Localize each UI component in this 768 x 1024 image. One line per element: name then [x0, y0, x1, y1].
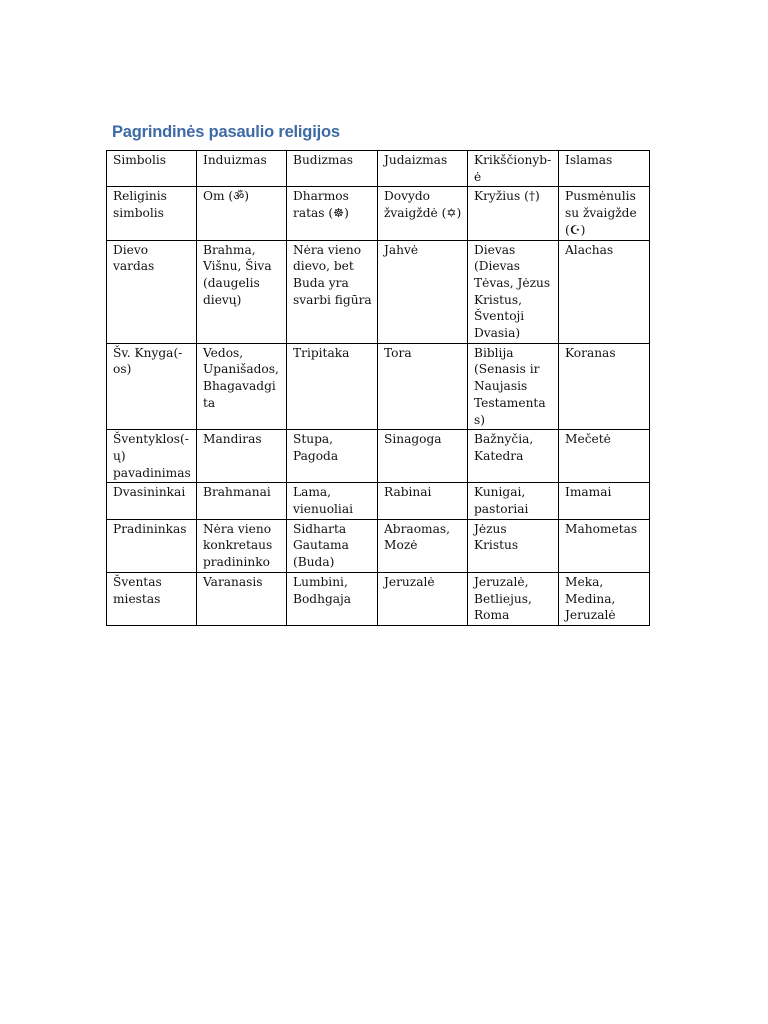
- table-cell: Nėra vieno dievo, bet Buda yra svarbi figūra: [287, 240, 378, 343]
- header-cell-hinduism: Induizmas: [197, 151, 287, 187]
- row-label-god-name: Dievo vardas: [107, 240, 197, 343]
- table-cell: Imamai: [559, 483, 650, 519]
- table-cell: Lumbini, Bodhgaja: [287, 572, 378, 625]
- table-cell: Biblija (Senasis ir Naujasis Testamentas): [468, 343, 559, 430]
- table-cell: Varanasis: [197, 572, 287, 625]
- table-cell: Jeruzalė, Betliejus, Roma: [468, 572, 559, 625]
- table-row: [107, 187, 650, 240]
- header-cell-christianity: Krikščionybė: [468, 151, 559, 187]
- table-cell: Abraomas, Mozė: [378, 519, 468, 572]
- table-row: [107, 430, 650, 483]
- table-row: [107, 519, 650, 572]
- page-title: Pagrindinės pasaulio religijos: [112, 123, 340, 141]
- table-row: [107, 572, 650, 625]
- table-cell: Dievas (Dievas Tėvas, Jėzus Kristus, Šventoji Dvasia): [468, 240, 559, 343]
- table-cell: Dharmos ratas (☸): [287, 187, 378, 240]
- table-cell: Om (ॐ): [197, 187, 287, 240]
- header-cell-symbol: Simbolis: [107, 151, 197, 187]
- table-cell: Brahmanai: [197, 483, 287, 519]
- header-cell-islam: Islamas: [559, 151, 650, 187]
- table-header-row: [107, 151, 650, 187]
- table-row: [107, 240, 650, 343]
- table-cell: Mahometas: [559, 519, 650, 572]
- table-cell: Tripitaka: [287, 343, 378, 430]
- table-cell: Rabinai: [378, 483, 468, 519]
- table-cell: Kryžius (†): [468, 187, 559, 240]
- table-row: [107, 483, 650, 519]
- table-cell: Sinagoga: [378, 430, 468, 483]
- table-cell: Brahma, Višnu, Šiva (daugelis dievų): [197, 240, 287, 343]
- religion-comparison-table: [106, 150, 650, 626]
- table-cell: Tora: [378, 343, 468, 430]
- table-cell: Lama, vienuoliai: [287, 483, 378, 519]
- header-cell-buddhism: Budizmas: [287, 151, 378, 187]
- row-label-holy-book: Šv. Knyga(-os): [107, 343, 197, 430]
- table-cell: Nėra vieno konkretaus pradininko: [197, 519, 287, 572]
- table-cell: Meka, Medina, Jeruzalė: [559, 572, 650, 625]
- row-label-founder: Pradininkas: [107, 519, 197, 572]
- row-label-temple-name: Šventyklos(-ų) pavadinimas: [107, 430, 197, 483]
- table-cell: Mandiras: [197, 430, 287, 483]
- table-cell: Alachas: [559, 240, 650, 343]
- table-cell: Jėzus Kristus: [468, 519, 559, 572]
- table-cell: Bažnyčia, Katedra: [468, 430, 559, 483]
- table-cell: Kunigai, pastoriai: [468, 483, 559, 519]
- table-cell: Mečetė: [559, 430, 650, 483]
- table-cell: Jahvė: [378, 240, 468, 343]
- table-cell: Vedos, Upanišados, Bhagavadgita: [197, 343, 287, 430]
- table-cell: Dovydo žvaigždė (✡): [378, 187, 468, 240]
- row-label-religious-symbol: Religinis simbolis: [107, 187, 197, 240]
- row-label-holy-city: Šventas miestas: [107, 572, 197, 625]
- row-label-clergy: Dvasininkai: [107, 483, 197, 519]
- table-cell: Stupa, Pagoda: [287, 430, 378, 483]
- header-cell-judaism: Judaizmas: [378, 151, 468, 187]
- table-cell: Sidharta Gautama (Buda): [287, 519, 378, 572]
- table-cell: Jeruzalė: [378, 572, 468, 625]
- table-cell: Koranas: [559, 343, 650, 430]
- table-row: [107, 343, 650, 430]
- table-cell: Pusmėnulis su žvaigžde (☪): [559, 187, 650, 240]
